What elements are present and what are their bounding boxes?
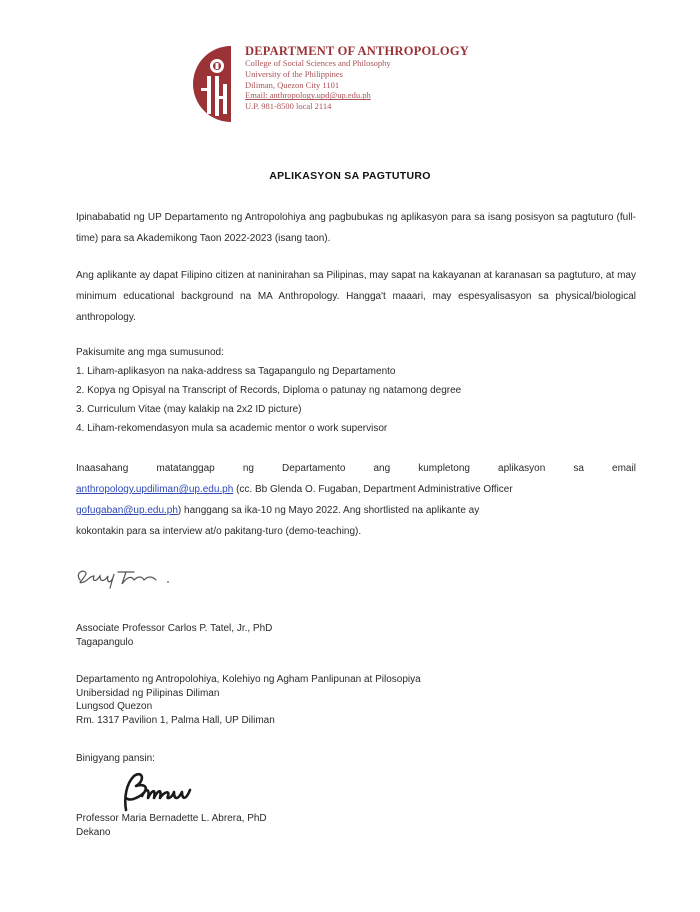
list-item: 1. Liham-aplikasyon na naka-address sa Tagapangulo ng Departamento [76,366,396,377]
submission-line-2 [76,479,636,500]
word: Inaasahang [76,463,129,474]
requirements-intro: Pakisumite ang mga sumusunod: [76,347,224,358]
word: Departamento [282,463,346,474]
word: aplikasyon [498,463,546,474]
letterhead-college: College of Social Sciences and Philosophy [245,58,391,68]
paragraph-submission [76,458,636,542]
paragraph-qualifications: Ang aplikante ay dapat Filipino citizen at naninirahan sa Pilipinas, may sapat na kakayanan at karanasan sa pagtuturo, at may minimum educational background na MA Anthropology. Hangga't maaari, may espesyalisasyon sa physical/biological anthropology. [76,270,636,323]
signature-dean [112,768,202,818]
submission-line-4: kokontakin para sa interview at/o pakitang-turo (demo-teaching). [76,526,362,537]
email-link-cc[interactable]: gofugaban@up.edu.ph [76,505,178,516]
word: ang [373,463,391,474]
submission-line-1 [76,458,636,479]
list-item: 3. Curriculum Vitae (may kalakip na 2x2 ID picture) [76,404,302,415]
deadline-text: ) hanggang sa ika-10 ng Mayo 2022. Ang shortlisted na aplikante ay [177,505,480,516]
address-line: Departamento ng Antropolohiya, Kolehiyo ng Agham Panlipunan at Pilosopiya [76,674,421,685]
signatory-dean [76,812,267,839]
letterhead-address: Diliman, Quezon City 1101 [245,79,340,90]
signatory-chair-name: Associate Professor Carlos P. Tatel, Jr., PhD [76,623,273,634]
letterhead-title: DEPARTMENT OF ANTHROPOLOGY [245,44,469,58]
letterhead-phone: U.P. 981-8500 local 2114 [245,101,332,112]
address-line: Lungsod Quezon [76,701,153,712]
requirements-list [76,362,636,438]
signatory-dean-title: Dekano [76,826,111,838]
signatory-chair [76,622,272,649]
department-logo-icon [193,44,233,124]
address-line: Rm. 1317 Pavilion 1, Palma Hall, UP Diliman [76,714,275,726]
letterhead-text [245,44,469,112]
cc-text: (cc. Bb Glenda O. Fugaban, Department Administrative Officer [233,484,513,495]
signatory-chair-title: Tagapangulo [76,636,134,648]
word: sa [573,463,584,474]
email-link-department[interactable]: anthropology.updiliman@up.edu.ph [76,484,234,495]
signatory-dean-name: Professor Maria Bernadette L. Abrera, PhD [76,813,267,824]
document-heading: APLIKASYON SA PAGTUTURO [269,170,431,182]
word: email [612,463,636,474]
word: kumpletong [418,463,470,474]
letterhead-university: University of the Philippines [245,68,343,79]
department-address [76,673,421,727]
list-item: 2. Kopya ng Opisyal na Transcript of Records, Diploma o patunay ng natamong degree [76,385,462,396]
letterhead [193,44,513,126]
word: matatanggap [156,463,215,474]
list-item: 4. Liham-rekomendasyon mula sa academic mentor o work supervisor [76,423,388,434]
paragraph-announcement: Ipinababatid ng UP Departamento ng Antropolohiya ang pagbubukas ng aplikasyon para sa isang posisyon sa pagtuturo (full-time) para sa Akademikong Taon 2022-2023 (isang taon). [76,212,636,244]
submission-line-3 [76,500,636,521]
signature-chair [72,562,182,592]
noted-by-label: Binigyang pansin: [76,753,155,764]
word: ng [242,463,254,474]
letterhead-email[interactable]: Email: anthropology.upd@up.edu.ph [245,90,371,101]
address-line: Unibersidad ng Pilipinas Diliman [76,687,220,699]
